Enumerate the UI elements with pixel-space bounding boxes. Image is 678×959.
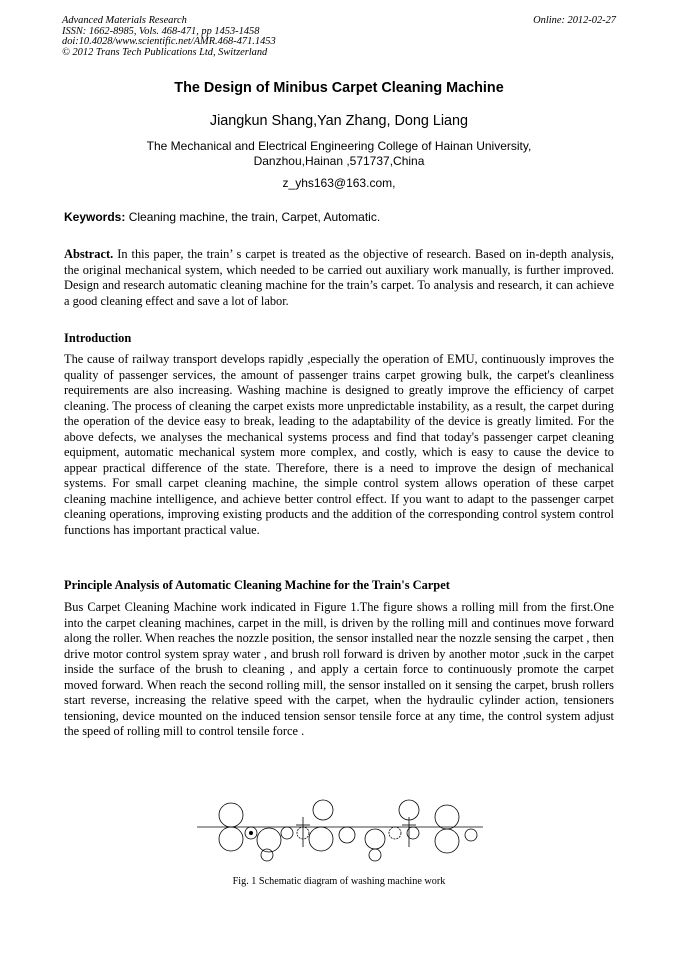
abstract-label: Abstract. xyxy=(64,247,114,261)
keywords-text: Cleaning machine, the train, Carpet, Automatic. xyxy=(125,210,381,224)
roller-4-lower xyxy=(369,849,381,861)
roller-3-bottom xyxy=(309,827,333,851)
paper-title: The Design of Minibus Carpet Cleaning Machine xyxy=(174,80,504,96)
affiliation-line-2: Danzhou,Hainan ,571737,China xyxy=(253,154,425,168)
figure-caption: Fig. 1 Schematic diagram of washing machine work xyxy=(232,876,446,887)
abstract xyxy=(64,247,614,309)
copyright-line: © 2012 Trans Tech Publications Ltd, Switzerland xyxy=(62,46,268,58)
keywords xyxy=(64,210,380,224)
introduction-heading: Introduction xyxy=(64,331,132,345)
roller-3-top xyxy=(313,800,333,820)
principle-heading: Principle Analysis of Automatic Cleaning Machine for the Train's Carpet xyxy=(64,578,450,592)
roller-small-2 xyxy=(339,827,355,843)
roller-1-bottom xyxy=(219,827,243,851)
online-date: Online: 2012-02-27 xyxy=(533,15,616,26)
author-email: z_yhs163@163.com, xyxy=(282,176,396,190)
principle-text: Bus Carpet Cleaning Machine work indicated in Figure 1.The figure shows a rolling mill from the first.One into the carpet cleaning machines, carpet in the mill, is driven by the rolling mill and continues move forward along the roller. When reaches the nozzle position, the sensor installed near the nozzle sensing the carpet , then drive motor control system spray water , and brush roll forward is driven by another motor ,suck in the carpet inside the surface of the brush to cleaning , and apply a certain force to continuously promote the carpet moved forward. When reach the second rolling mill, the sensor installed on it sensing the carpet, brush rollers start reverse, increasing the relative speed with the carpet, when the hydraulic cylinder action, tensioners tensioning, device mounted on the induced tension sensor tensile force at any time, the control system adjust the speed of rolling mill to control tensile force . xyxy=(64,600,614,738)
brush-roll-3 xyxy=(389,827,401,839)
drive-roller-dot xyxy=(249,831,253,835)
doi-line: doi:10.4028/www.scientific.net/AMR.468-471.1453 xyxy=(62,36,276,48)
journal-header xyxy=(62,16,276,58)
issn-line: ISSN: 1662-8985, Vols. 468-471, pp 1453-1458 xyxy=(62,25,260,37)
keywords-label: Keywords: xyxy=(64,210,126,224)
roller-5-lower xyxy=(435,829,459,853)
journal-name: Advanced Materials Research xyxy=(62,15,187,26)
brush-roll-1 xyxy=(281,827,293,839)
roller-1-top xyxy=(219,803,243,827)
author-list: Jiangkun Shang,Yan Zhang, Dong Liang xyxy=(209,113,469,129)
roller-end xyxy=(465,829,477,841)
affiliation-line-1: The Mechanical and Electrical Engineering College of Hainan University, xyxy=(146,139,532,153)
affiliation xyxy=(110,139,568,169)
abstract-text: In this paper, the train’ s carpet is treated as the objective of research. Based on in-depth analysis, the original mechanical system, which needed to be carried out auxiliary work manually, is further improved. Design and research automatic cleaning machine for the train’s carpet. To analysis and research, it can achieve a good cleaning effect and save a lot of labor. xyxy=(64,247,614,308)
roller-5-bottom xyxy=(435,805,459,829)
roller-4-bottom xyxy=(365,829,385,849)
roller-2-bottom xyxy=(257,828,281,852)
introduction-text: The cause of railway transport develops rapidly ,especially the operation of EMU, continuously improves the quality of passenger services, the amount of passenger trains carpet growing bulk, the carpet's cleanliness requirements are also increasing. Washing machine is designed to greatly improve the efficiency of carpet cleaning. The process of cleaning the carpet exists more unpredictable instability, as a result, the carpet during the operation of the device easy to break, leading to the adaptability of the device is greatly limited. For the above defects, we analyses the mechanical systems process and find that today's passenger carpet cleaning equipment, automatic mechanical system more complex, and costly, which is easy to cause the device to appear practical difference of the state. Therefore, there is a need to improve the design of mechanical systems. For small carpet cleaning machine, the simple control system allows operation of these carpet cleaning machine intelligence, and achieve better control effect. If you want to adapt to the passenger carpet cleaning operations, improving existing products and the addition of the corresponding control system control functions has important practical value. xyxy=(64,352,614,537)
washing-machine-schematic xyxy=(195,795,485,865)
roller-2-lower xyxy=(261,849,273,861)
